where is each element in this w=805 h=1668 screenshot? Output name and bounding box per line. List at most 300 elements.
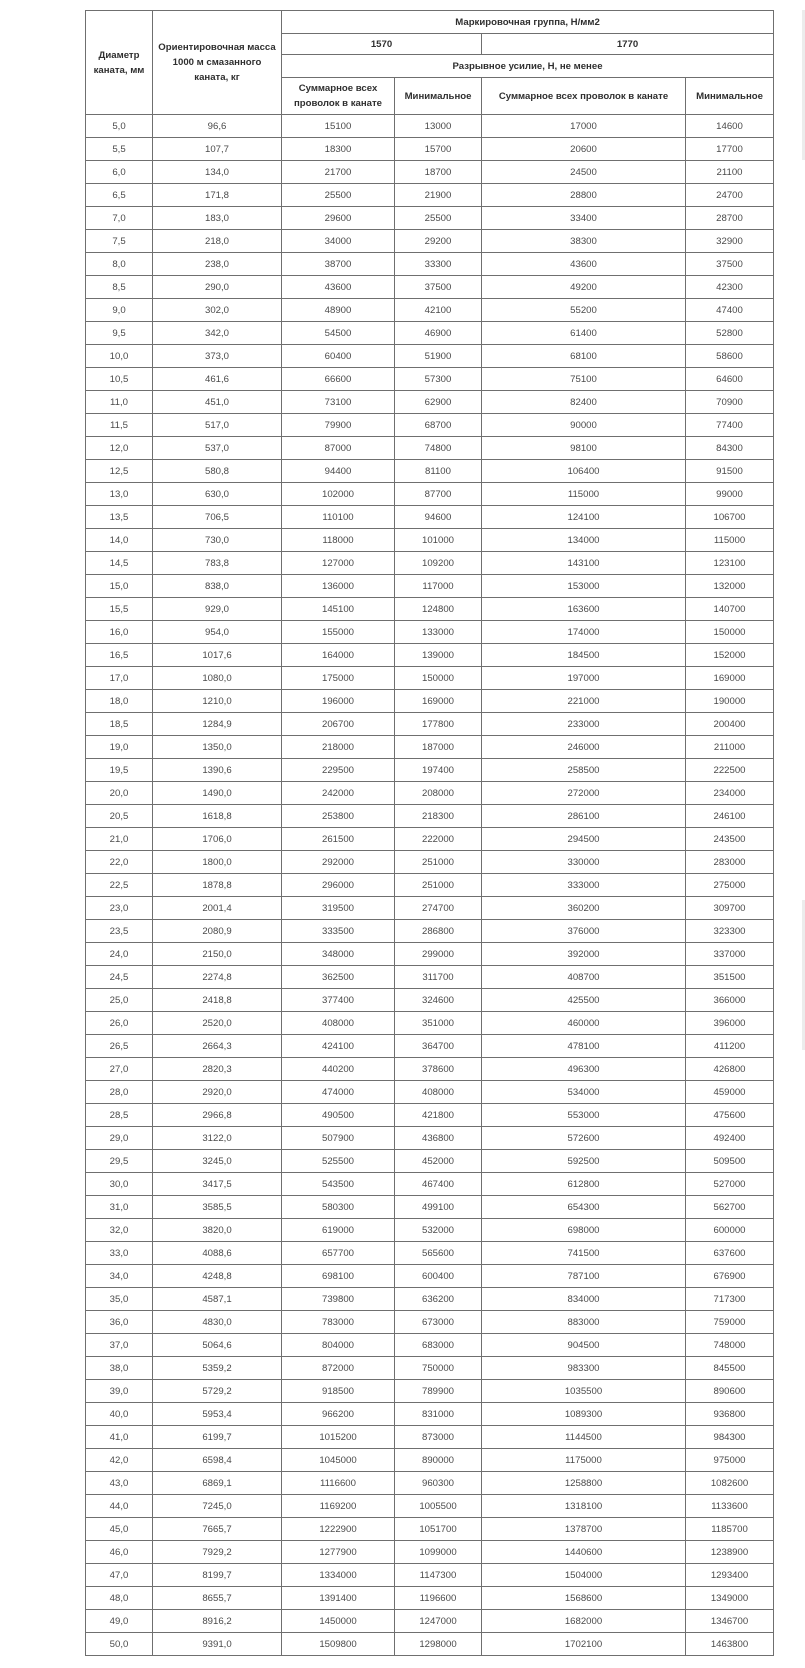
cell-min-1570: 600400 [395,1265,482,1288]
cell-min-1770: 283000 [686,851,774,874]
cell-min-1770: 58600 [686,345,774,368]
cell-mass: 171,8 [153,184,282,207]
table-row [86,138,774,161]
cell-diameter: 9,0 [86,299,153,322]
cell-total-1770: 272000 [482,782,686,805]
cell-min-1770: 123100 [686,552,774,575]
cell-min-1770: 337000 [686,943,774,966]
table-row [86,575,774,598]
cell-total-1570: 1116600 [282,1472,395,1495]
table-row [86,460,774,483]
cell-min-1770: 275000 [686,874,774,897]
cell-total-1770: 143100 [482,552,686,575]
cell-min-1770: 1133600 [686,1495,774,1518]
cell-mass: 2920,0 [153,1081,282,1104]
cell-total-1570: 118000 [282,529,395,552]
cell-min-1770: 1238900 [686,1541,774,1564]
cell-total-1570: 292000 [282,851,395,874]
cell-mass: 461,6 [153,368,282,391]
cell-min-1770: 459000 [686,1081,774,1104]
cell-total-1770: 741500 [482,1242,686,1265]
cell-total-1570: 1045000 [282,1449,395,1472]
cell-mass: 1878,8 [153,874,282,897]
table-row [86,1587,774,1610]
cell-mass: 4248,8 [153,1265,282,1288]
cell-diameter: 32,0 [86,1219,153,1242]
cell-mass: 5953,4 [153,1403,282,1426]
cell-total-1770: 153000 [482,575,686,598]
cell-min-1770: 748000 [686,1334,774,1357]
cell-mass: 630,0 [153,483,282,506]
cell-min-1570: 636200 [395,1288,482,1311]
cell-total-1770: 534000 [482,1081,686,1104]
cell-min-1770: 243500 [686,828,774,851]
cell-mass: 2150,0 [153,943,282,966]
cell-min-1770: 64600 [686,368,774,391]
cell-min-1570: 62900 [395,391,482,414]
cell-min-1570: 789900 [395,1380,482,1403]
cell-min-1770: 47400 [686,299,774,322]
cell-diameter: 45,0 [86,1518,153,1541]
cell-min-1770: 115000 [686,529,774,552]
cell-total-1770: 33400 [482,207,686,230]
cell-total-1570: 94400 [282,460,395,483]
cell-total-1770: 258500 [482,759,686,782]
cell-mass: 238,0 [153,253,282,276]
cell-mass: 302,0 [153,299,282,322]
cell-diameter: 49,0 [86,1610,153,1633]
cell-mass: 6199,7 [153,1426,282,1449]
cell-total-1570: 25500 [282,184,395,207]
cell-total-1570: 804000 [282,1334,395,1357]
cell-min-1570: 29200 [395,230,482,253]
cell-diameter: 31,0 [86,1196,153,1219]
cell-total-1570: 698100 [282,1265,395,1288]
table-row [86,345,774,368]
cell-mass: 96,6 [153,115,282,138]
cell-min-1770: 17700 [686,138,774,161]
cell-total-1570: 206700 [282,713,395,736]
cell-mass: 783,8 [153,552,282,575]
header-diameter: Диаметр каната, мм [86,11,153,115]
cell-min-1770: 190000 [686,690,774,713]
cell-min-1770: 132000 [686,575,774,598]
cell-mass: 2820,3 [153,1058,282,1081]
cell-mass: 1350,0 [153,736,282,759]
cell-mass: 1706,0 [153,828,282,851]
cell-total-1570: 102000 [282,483,395,506]
table-row [86,1426,774,1449]
cell-diameter: 34,0 [86,1265,153,1288]
cell-min-1570: 499100 [395,1196,482,1219]
table-row [86,161,774,184]
cell-mass: 8655,7 [153,1587,282,1610]
cell-total-1770: 90000 [482,414,686,437]
cell-total-1770: 163600 [482,598,686,621]
table-row [86,943,774,966]
cell-min-1570: 467400 [395,1173,482,1196]
cell-total-1770: 174000 [482,621,686,644]
cell-total-1770: 115000 [482,483,686,506]
cell-mass: 183,0 [153,207,282,230]
cell-min-1570: 873000 [395,1426,482,1449]
table-row [86,1472,774,1495]
cell-min-1570: 1298000 [395,1633,482,1656]
cell-diameter: 24,5 [86,966,153,989]
cell-min-1770: 21100 [686,161,774,184]
cell-total-1570: 966200 [282,1403,395,1426]
cell-total-1570: 1222900 [282,1518,395,1541]
cell-min-1570: 37500 [395,276,482,299]
cell-total-1770: 1440600 [482,1541,686,1564]
cell-total-1570: 525500 [282,1150,395,1173]
table-row [86,414,774,437]
cell-min-1570: 81100 [395,460,482,483]
cell-total-1770: 460000 [482,1012,686,1035]
cell-total-1770: 233000 [482,713,686,736]
cell-total-1770: 184500 [482,644,686,667]
cell-diameter: 27,0 [86,1058,153,1081]
cell-mass: 7665,7 [153,1518,282,1541]
cell-mass: 134,0 [153,161,282,184]
cell-diameter: 9,5 [86,322,153,345]
table-row [86,644,774,667]
cell-mass: 1080,0 [153,667,282,690]
cell-min-1570: 139000 [395,644,482,667]
cell-total-1770: 49200 [482,276,686,299]
table-row [86,1518,774,1541]
cell-total-1770: 1035500 [482,1380,686,1403]
cell-total-1570: 136000 [282,575,395,598]
table-row [86,1357,774,1380]
cell-total-1770: 221000 [482,690,686,713]
cell-total-1570: 196000 [282,690,395,713]
cell-diameter: 10,0 [86,345,153,368]
cell-total-1570: 175000 [282,667,395,690]
cell-min-1570: 351000 [395,1012,482,1035]
cell-min-1570: 21900 [395,184,482,207]
cell-diameter: 10,5 [86,368,153,391]
cell-min-1570: 222000 [395,828,482,851]
table-row [86,782,774,805]
cell-mass: 3585,5 [153,1196,282,1219]
cell-min-1570: 68700 [395,414,482,437]
cell-mass: 3417,5 [153,1173,282,1196]
cell-min-1770: 562700 [686,1196,774,1219]
cell-total-1570: 229500 [282,759,395,782]
table-row [86,1334,774,1357]
cell-mass: 929,0 [153,598,282,621]
cell-total-1570: 127000 [282,552,395,575]
cell-mass: 3820,0 [153,1219,282,1242]
cell-diameter: 8,5 [86,276,153,299]
cell-total-1770: 1144500 [482,1426,686,1449]
cell-min-1770: 222500 [686,759,774,782]
cell-diameter: 48,0 [86,1587,153,1610]
cell-total-1770: 20600 [482,138,686,161]
cell-mass: 2520,0 [153,1012,282,1035]
cell-total-1770: 124100 [482,506,686,529]
table-row [86,299,774,322]
table-row [86,368,774,391]
cell-total-1770: 106400 [482,460,686,483]
cell-min-1770: 366000 [686,989,774,1012]
table-row [86,391,774,414]
cell-total-1770: 1504000 [482,1564,686,1587]
cell-total-1770: 376000 [482,920,686,943]
header-min-1570: Минимальное [395,78,482,115]
cell-min-1770: 32900 [686,230,774,253]
cell-min-1570: 13000 [395,115,482,138]
header-min-1770: Минимальное [686,78,774,115]
cell-min-1570: 74800 [395,437,482,460]
cell-total-1770: 1089300 [482,1403,686,1426]
cell-total-1770: 246000 [482,736,686,759]
cell-min-1770: 14600 [686,115,774,138]
cell-mass: 218,0 [153,230,282,253]
table-row [86,1403,774,1426]
cell-total-1570: 242000 [282,782,395,805]
cell-diameter: 11,5 [86,414,153,437]
cell-mass: 1800,0 [153,851,282,874]
cell-diameter: 8,0 [86,253,153,276]
cell-min-1770: 759000 [686,1311,774,1334]
table-row [86,828,774,851]
cell-min-1570: 251000 [395,851,482,874]
table-row [86,1610,774,1633]
table-row [86,621,774,644]
cell-total-1770: 572600 [482,1127,686,1150]
cell-min-1770: 637600 [686,1242,774,1265]
cell-total-1570: 15100 [282,115,395,138]
cell-total-1770: 286100 [482,805,686,828]
cell-min-1770: 396000 [686,1012,774,1035]
cell-diameter: 44,0 [86,1495,153,1518]
cell-min-1570: 177800 [395,713,482,736]
cell-diameter: 22,5 [86,874,153,897]
cell-min-1770: 1349000 [686,1587,774,1610]
cell-min-1770: 91500 [686,460,774,483]
cell-total-1570: 66600 [282,368,395,391]
table-row [86,1380,774,1403]
cell-diameter: 50,0 [86,1633,153,1656]
cell-min-1770: 492400 [686,1127,774,1150]
table-row [86,759,774,782]
table-row [86,1219,774,1242]
cell-diameter: 19,5 [86,759,153,782]
cell-diameter: 40,0 [86,1403,153,1426]
cell-diameter: 20,0 [86,782,153,805]
table-row [86,805,774,828]
table-row [86,874,774,897]
cell-total-1770: 1378700 [482,1518,686,1541]
cell-total-1570: 408000 [282,1012,395,1035]
cell-total-1570: 54500 [282,322,395,345]
cell-diameter: 37,0 [86,1334,153,1357]
cell-total-1770: 43600 [482,253,686,276]
cell-min-1570: 436800 [395,1127,482,1150]
table-row [86,920,774,943]
cell-total-1570: 18300 [282,138,395,161]
cell-min-1570: 831000 [395,1403,482,1426]
cell-min-1570: 750000 [395,1357,482,1380]
cell-min-1570: 169000 [395,690,482,713]
cell-min-1770: 234000 [686,782,774,805]
table-row [86,966,774,989]
table-row [86,1196,774,1219]
cell-mass: 954,0 [153,621,282,644]
table-row [86,483,774,506]
cell-total-1770: 553000 [482,1104,686,1127]
cell-total-1570: 440200 [282,1058,395,1081]
cell-total-1570: 739800 [282,1288,395,1311]
cell-min-1570: 51900 [395,345,482,368]
cell-total-1770: 612800 [482,1173,686,1196]
cell-min-1570: 33300 [395,253,482,276]
cell-diameter: 38,0 [86,1357,153,1380]
cell-min-1770: 28700 [686,207,774,230]
cell-min-1570: 673000 [395,1311,482,1334]
cell-total-1570: 333500 [282,920,395,943]
cell-total-1570: 918500 [282,1380,395,1403]
cell-min-1770: 1185700 [686,1518,774,1541]
cell-total-1570: 1277900 [282,1541,395,1564]
cell-mass: 1017,6 [153,644,282,667]
cell-min-1770: 426800 [686,1058,774,1081]
cell-diameter: 12,0 [86,437,153,460]
table-row [86,552,774,575]
cell-min-1570: 150000 [395,667,482,690]
cell-total-1770: 1682000 [482,1610,686,1633]
cell-mass: 8916,2 [153,1610,282,1633]
cell-min-1570: 1196600 [395,1587,482,1610]
cell-min-1770: 70900 [686,391,774,414]
cell-total-1570: 783000 [282,1311,395,1334]
cell-min-1770: 309700 [686,897,774,920]
cell-diameter: 7,5 [86,230,153,253]
cell-min-1770: 411200 [686,1035,774,1058]
cell-diameter: 16,0 [86,621,153,644]
cell-total-1770: 425500 [482,989,686,1012]
cell-total-1770: 55200 [482,299,686,322]
cell-mass: 342,0 [153,322,282,345]
table-row [86,322,774,345]
cell-mass: 5064,6 [153,1334,282,1357]
cell-total-1770: 360200 [482,897,686,920]
cell-min-1570: 197400 [395,759,482,782]
cell-min-1570: 421800 [395,1104,482,1127]
cell-total-1570: 218000 [282,736,395,759]
cell-total-1570: 43600 [282,276,395,299]
cell-min-1570: 532000 [395,1219,482,1242]
cell-total-1570: 1450000 [282,1610,395,1633]
cell-total-1570: 164000 [282,644,395,667]
cell-mass: 517,0 [153,414,282,437]
cell-diameter: 11,0 [86,391,153,414]
table-row [86,230,774,253]
cell-total-1770: 333000 [482,874,686,897]
cell-min-1570: 208000 [395,782,482,805]
table-row [86,1104,774,1127]
cell-min-1570: 324600 [395,989,482,1012]
cell-total-1770: 496300 [482,1058,686,1081]
cell-diameter: 5,0 [86,115,153,138]
cell-diameter: 24,0 [86,943,153,966]
cell-total-1570: 362500 [282,966,395,989]
cell-diameter: 6,5 [86,184,153,207]
table-row [86,1265,774,1288]
cell-mass: 4088,6 [153,1242,282,1265]
cell-min-1770: 77400 [686,414,774,437]
cell-diameter: 5,5 [86,138,153,161]
cell-min-1570: 960300 [395,1472,482,1495]
cell-min-1770: 1082600 [686,1472,774,1495]
cell-min-1570: 286800 [395,920,482,943]
cell-diameter: 18,5 [86,713,153,736]
cell-total-1570: 424100 [282,1035,395,1058]
cell-min-1570: 378600 [395,1058,482,1081]
cell-diameter: 20,5 [86,805,153,828]
cell-diameter: 47,0 [86,1564,153,1587]
cell-total-1770: 294500 [482,828,686,851]
cell-mass: 580,8 [153,460,282,483]
cell-mass: 2080,9 [153,920,282,943]
cell-diameter: 13,5 [86,506,153,529]
cell-min-1570: 408000 [395,1081,482,1104]
cell-diameter: 15,0 [86,575,153,598]
table-row [86,1035,774,1058]
cell-total-1770: 654300 [482,1196,686,1219]
table-row [86,276,774,299]
header-group-1570: 1570 [282,34,482,55]
cell-total-1570: 507900 [282,1127,395,1150]
cell-total-1770: 38300 [482,230,686,253]
cell-min-1570: 251000 [395,874,482,897]
table-row [86,253,774,276]
cell-total-1570: 253800 [282,805,395,828]
cell-total-1570: 73100 [282,391,395,414]
cell-min-1770: 140700 [686,598,774,621]
cell-diameter: 39,0 [86,1380,153,1403]
cell-total-1770: 134000 [482,529,686,552]
cell-min-1770: 1346700 [686,1610,774,1633]
table-row [86,1288,774,1311]
cell-diameter: 6,0 [86,161,153,184]
header-group-1770: 1770 [482,34,774,55]
cell-diameter: 28,5 [86,1104,153,1127]
cell-total-1770: 1175000 [482,1449,686,1472]
cell-mass: 5729,2 [153,1380,282,1403]
cell-diameter: 30,0 [86,1173,153,1196]
cell-min-1770: 152000 [686,644,774,667]
cell-total-1570: 657700 [282,1242,395,1265]
header-marking-group: Маркировочная группа, Н/мм2 [282,11,774,34]
table-row [86,506,774,529]
cell-mass: 373,0 [153,345,282,368]
cell-total-1770: 904500 [482,1334,686,1357]
table-row [86,1150,774,1173]
cell-total-1570: 79900 [282,414,395,437]
cell-min-1570: 15700 [395,138,482,161]
cell-mass: 3122,0 [153,1127,282,1150]
cell-mass: 1210,0 [153,690,282,713]
cell-mass: 451,0 [153,391,282,414]
cell-min-1570: 218300 [395,805,482,828]
cell-min-1570: 1247000 [395,1610,482,1633]
cell-total-1570: 1391400 [282,1587,395,1610]
cell-min-1770: 200400 [686,713,774,736]
cell-min-1770: 475600 [686,1104,774,1127]
